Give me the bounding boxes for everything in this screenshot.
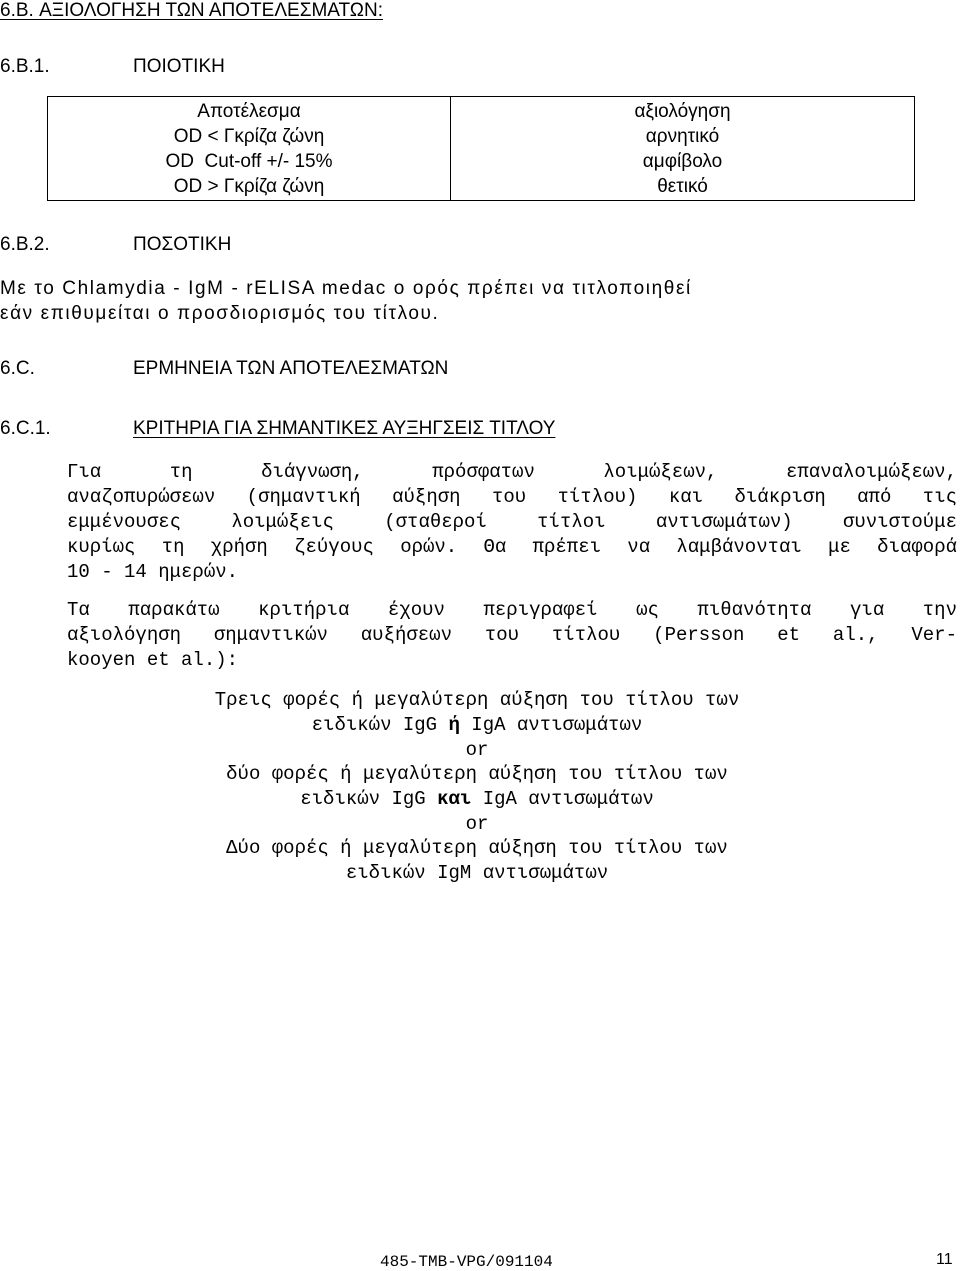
paragraph-line: Για τη διάγνωση, πρόσφατων λοιμώξεων, επαναλοιμώξεων, [67, 461, 957, 483]
page-number: 11 [936, 1251, 953, 1268]
document-code: 485-TMB-VPG/091104 [380, 1253, 553, 1271]
table-cell: θετικό [657, 176, 708, 197]
table-cell: αρνητικό [645, 126, 720, 147]
subsection-title-qualitative: ΠΟΙΟΤΙΚΗ [133, 56, 225, 77]
criterion-emphasis: και [437, 788, 472, 810]
paragraph-line: αναζοπυρώσεων (σημαντική αύξηση του τίτλου) και διάκριση από τις [67, 486, 957, 508]
table-cell: OD Cut-off +/- 15% [165, 151, 333, 172]
subsection-number-6b1: 6.B.1. [0, 56, 50, 77]
paragraph-line: εμμένουσες λοιμώξεις (σταθεροί τίτλοι αντισωμάτων) συνιστούμε [67, 511, 957, 533]
paragraph-line: 10 - 14 ημερών. [67, 561, 239, 583]
criterion-line: Δύο φορές ή μεγαλύτερη αύξηση του τίτλου των [226, 837, 728, 859]
table-cell: αμφίβολο [642, 151, 723, 172]
or-separator: or [465, 739, 489, 761]
section-number-6c: 6.C. [0, 358, 35, 379]
or-separator: or [465, 813, 489, 835]
evaluation-table [47, 96, 915, 201]
table-cell: OD < Γκρίζα ζώνη [173, 126, 325, 147]
table-cell: OD > Γκρίζα ζώνη [173, 176, 325, 197]
criterion-line [67, 787, 887, 812]
paragraph-line: κυρίως τη χρήση ζεύγους ορών. Θα πρέπει να λαμβάνονται με διαφορά [67, 536, 957, 558]
criterion-text: IgA αντισωμάτων [459, 714, 643, 736]
criterion-text: ειδικών IgG [300, 788, 438, 810]
criterion-line: Τρεις φορές ή μεγαλύτερη αύξηση του τίτλου των [214, 689, 740, 711]
paragraph-line: αξιολόγηση σημαντικών αυξήσεων του τίτλου (Persson et al., Ver- [67, 624, 957, 646]
paragraph-line: kooyen et al.): [67, 649, 239, 671]
table-cell: Αποτέλεσμα [197, 101, 301, 122]
section-heading-6b: 6.B. ΑΞΙΟΛΟΓΗΣΗ ΤΩΝ ΑΠΟΤΕΛΕΣΜΑΤΩΝ: [0, 0, 384, 21]
criterion-line [67, 713, 887, 738]
criterion-line: ειδικών IgM αντισωμάτων [345, 862, 609, 884]
paragraph-line: Τα παρακάτω κριτήρια έχουν περιγραφεί ως πιθανότητα για την [67, 599, 957, 621]
subsection-number-6b2: 6.B.2. [0, 234, 50, 255]
quantitative-text-line: Με το Chlamydia - IgM - rELISA medac ο ορός πρέπει να τιτλοποιηθεί [0, 278, 692, 299]
criterion-emphasis: ή [448, 714, 460, 736]
table-column-result [48, 97, 451, 200]
section-title-6c: ΕΡΜΗΝΕΙΑ ΤΩΝ ΑΠΟΤΕΛΕΣΜΑΤΩΝ [133, 358, 449, 379]
table-cell: αξιολόγηση [634, 101, 731, 122]
subsection-title-6c1: ΚΡΙΤΗΡΙΑ ΓΙΑ ΣΗΜΑΝΤΙΚΕΣ ΑΥΞΗΓΣΕΙΣ ΤΙΤΛΟΥ [133, 418, 556, 439]
subsection-title-quantitative: ΠΟΣΟΤΙΚΗ [133, 234, 232, 255]
table-column-evaluation [451, 97, 914, 200]
criterion-line: δύο φορές ή μεγαλύτερη αύξηση του τίτλου των [226, 763, 728, 785]
criterion-text: IgA αντισωμάτων [471, 788, 654, 810]
quantitative-text-line: εάν επιθυμείται ο προσδιορισμός του τίτλου. [0, 303, 440, 324]
subsection-number-6c1: 6.C.1. [0, 418, 51, 439]
criterion-text: ειδικών IgG [311, 714, 449, 736]
